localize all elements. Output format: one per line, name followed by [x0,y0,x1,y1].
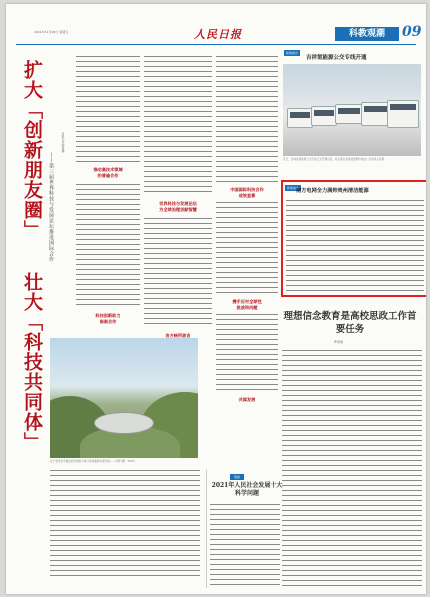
subhead: 中国国际科技合作 [230,187,264,192]
subhead-block [144,330,212,338]
masthead [6,4,426,48]
news-tag: 新闻看台 [285,51,298,55]
subhead-block [216,296,278,310]
newspaper-page [6,4,426,594]
subhead: 科技创新助力 [95,313,121,318]
bus-caption: 近日，吉林省氢能源公交专线正式开通运营，标志着全省首批氢燃料电池公交车投入使用。 [283,158,387,161]
subhead: 南南合作 [99,319,117,324]
power-article-body [286,198,424,292]
subhead: 世界科技与发展论坛 [159,201,197,206]
subhead: 推动高技术领域 [93,167,123,172]
subhead: 挑战和问题 [236,305,258,310]
subhead: 的普遍合作 [97,173,119,178]
section-label: 科教观潮 [335,27,399,41]
feature-headline-1: 扩大「创新朋友圈」 [21,60,43,240]
subhead: 成效显著 [238,193,256,198]
subhead-block [76,310,140,324]
subhead-block [76,164,140,180]
news-tag: 新闻看台 [286,186,299,190]
body-column [50,468,200,576]
feature-headline-2: 壮大「科技共同体」 [21,272,43,452]
body-column [144,216,212,328]
subhead-block [144,198,212,212]
sidebar-headline: 2021年人民社会发展十大科学问题 [211,482,283,497]
subhead: 携手应对全球性 [232,299,262,304]
sidebar-body [210,502,280,586]
subhead: 各方畅所欲言 [165,333,191,338]
page-number: 09 [402,24,422,40]
masthead-rule [16,44,416,45]
issue-date: 2021年11月26日 星期五 [34,30,69,34]
subhead-block [216,394,278,402]
telescope-dish [94,412,154,434]
bus-photo [283,64,421,156]
edu-headline: 理想信念教育是高校思政工作首要任务 [283,311,417,335]
bus-image [387,100,419,128]
link-tag: 链接 [230,474,244,480]
body-column [76,54,140,164]
subhead: 共谋发展 [238,397,256,402]
bus-image [311,106,337,126]
telescope-caption: 位于贵州省平塘县的世界最大单口径球面射电望远镜——中国天眼（FAST）。 [50,460,138,463]
body-column [76,182,140,308]
body-column [144,54,212,194]
body-column [216,200,278,296]
subhead: 为全球治理贡献智慧 [159,207,197,212]
bus-image [335,104,363,124]
body-column [216,54,278,182]
feature-subhead: ——第三届世界科技与发展论坛推进国际合作 [48,152,54,262]
bus-image [287,108,313,128]
edu-article-body [282,348,422,588]
telescope-photo [50,338,198,458]
newspaper-logo: 人民日报 [194,28,242,41]
subhead-block [216,184,278,198]
body-column [216,312,278,392]
power-headline: 南方电网全力满帅贵州清洁能源 [296,188,369,194]
bus-headline: 吉祥氢能源公交专线开通 [306,55,367,61]
edu-byline: 罗荣渠 [334,340,344,344]
feature-byline: 本报记者 喻思婳 [61,132,65,153]
